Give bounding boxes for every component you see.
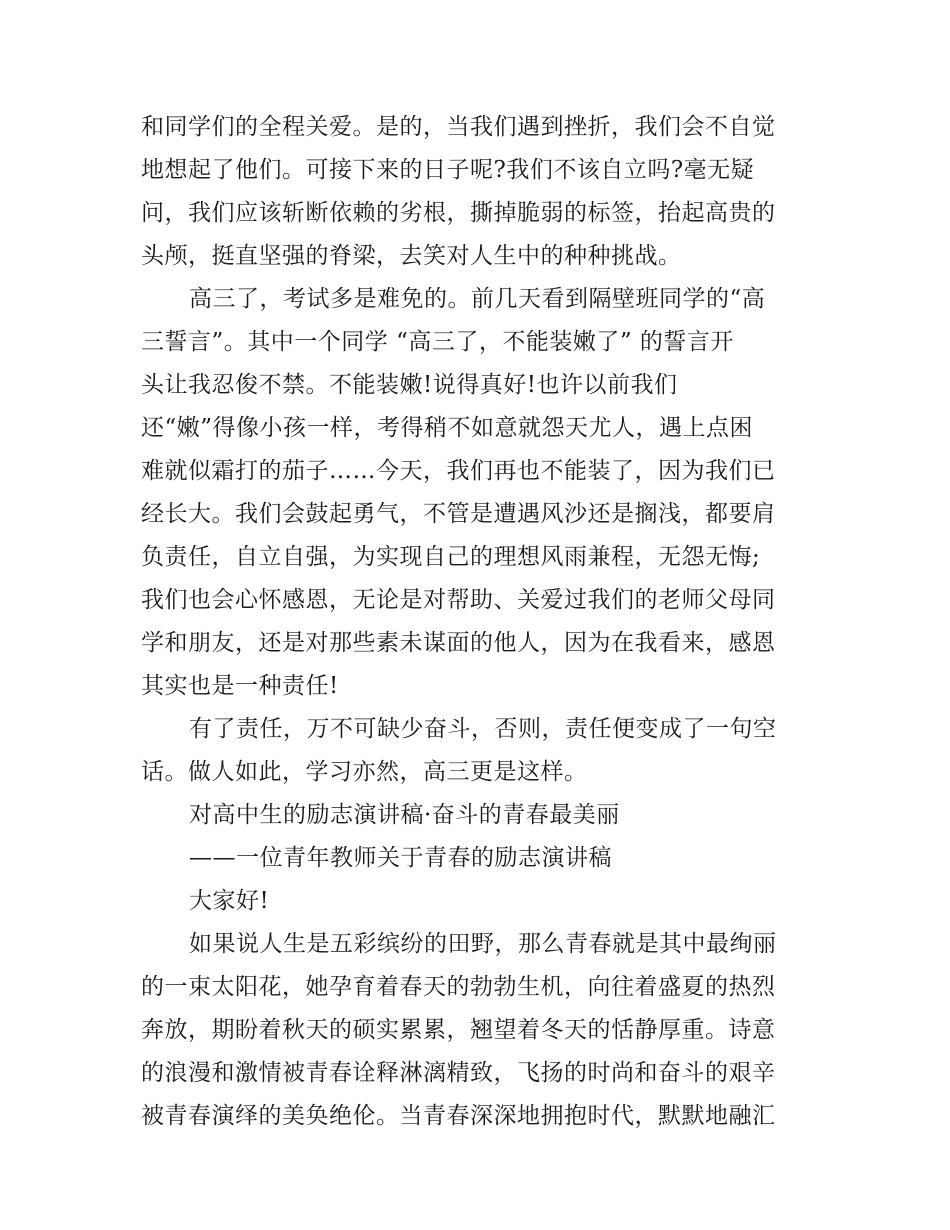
text-line: 其实也是一种责任!: [141, 673, 339, 699]
text-line: 地想起了他们。可接下来的日子呢?我们不该自立吗?毫无疑: [141, 157, 755, 183]
text-line: 头让我忍俊不禁。不能装嫩!说得真好!也许以前我们: [141, 372, 678, 398]
section-subtitle: ——一位青年教师关于青春的励志演讲稿: [189, 845, 612, 871]
section-title: 对高中生的励志演讲稿·奋斗的青春最美丽: [189, 802, 620, 828]
text-line: 被青春演绎的美奂绝伦。当青春深深地拥抱时代，默默地融汇: [141, 1103, 776, 1129]
text-line: 和同学们的全程关爱。是的，当我们遇到挫折，我们会不自觉: [141, 114, 776, 140]
text-line: 奔放，期盼着秋天的硕实累累，翘望着冬天的恬静厚重。诗意: [141, 1017, 776, 1043]
paragraph-first-line: 高三了，考试多是难免的。前几天看到隔壁班同学的“高: [189, 286, 766, 312]
text-line: 还“嫩”得像小孩一样，考得稍不如意就怨天尤人，遇上点困: [141, 415, 754, 441]
text-line: 头颅，挺直坚强的脊梁，去笑对人生中的种种挑战。: [141, 243, 682, 269]
text-line: 的一束太阳花，她孕育着春天的勃勃生机，向往着盛夏的热烈: [141, 974, 776, 1000]
text-line: 负责任，自立自强，为实现自己的理想风雨兼程，无怨无悔;: [141, 544, 761, 570]
text-line: 我们也会心怀感恩，无论是对帮助、关爱过我们的老师父母同: [141, 587, 776, 613]
text-line: 话。做人如此，学习亦然，高三更是这样。: [141, 759, 588, 785]
text-line: 三誓言”。其中一个同学 “高三了，不能装嫩了” 的誓言开: [141, 329, 734, 355]
text-line: 难就似霜打的茄子……今天，我们再也不能装了，因为我们已: [141, 458, 776, 484]
greeting: 大家好!: [189, 888, 270, 914]
text-line: 经长大。我们会鼓起勇气，不管是遭遇风沙还是搁浅，都要肩: [141, 501, 776, 527]
paragraph-first-line: 有了责任，万不可缺少奋斗，否则，责任便变成了一句空: [189, 716, 777, 742]
text-line: 问，我们应该斩断依赖的劣根，撕掉脆弱的标签，抬起高贵的: [141, 200, 776, 226]
text-line: 学和朋友，还是对那些素未谋面的他人，因为在我看来，感恩: [141, 630, 776, 656]
paragraph-first-line: 如果说人生是五彩缤纷的田野，那么青春就是其中最绚丽: [189, 931, 777, 957]
text-line: 的浪漫和激情被青春诠释淋漓精致，飞扬的时尚和奋斗的艰辛: [141, 1060, 776, 1086]
